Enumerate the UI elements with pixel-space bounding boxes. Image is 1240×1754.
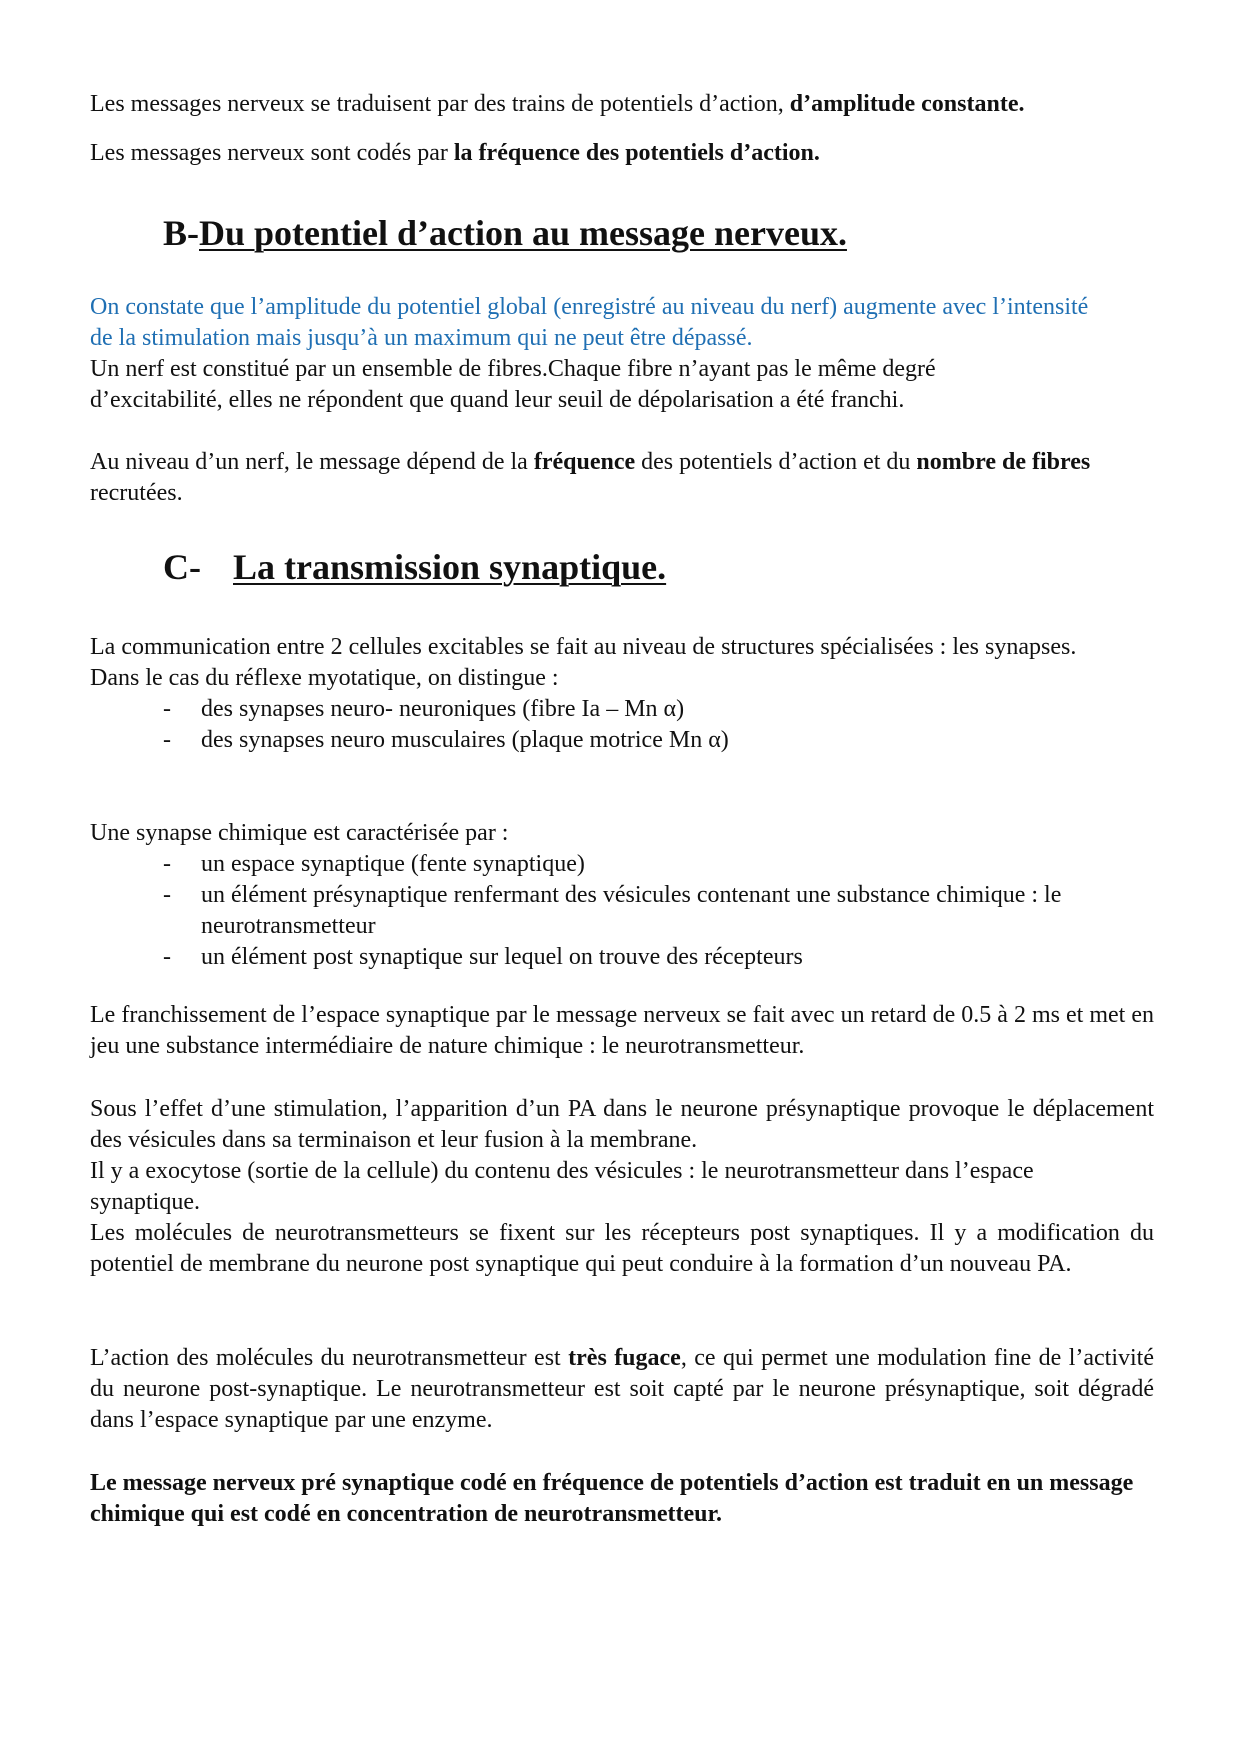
- section-b-p2-e: recrutées.: [90, 480, 183, 506]
- section-b-p1-line-2: d’excitabilité, elles ne répondent que quand leur seuil de dépolarisation a été franchi.: [90, 387, 905, 413]
- intro-paragraph-2: [90, 138, 1158, 169]
- section-c-block-3: [90, 1094, 1154, 1280]
- section-c-paragraph-6: Il y a exocytose (sortie de la cellule) du contenu des vésicules : le neurotransmetteur dans l’espace synaptique.: [90, 1158, 1034, 1215]
- section-b-paragraph-1: [90, 354, 1158, 416]
- list-item: - un élément présynaptique renfermant des vésicules contenant une substance chimique : le neurotransmetteur: [90, 880, 1158, 942]
- section-b-p2-bold-frequence: fréquence: [533, 449, 636, 475]
- section-c-paragraph-4: Le franchissement de l’espace synaptique par le message nerveux se fait avec un retard de 0.5 à 2 ms et met en jeu une substance intermédiaire de nature chimique : le neurotransmetteur.: [90, 1002, 1154, 1059]
- section-c-paragraph-1: La communication entre 2 cellules excitables se fait au niveau de structures spécialisées : les synapses.: [90, 634, 1077, 660]
- section-b-p1-line-1: Un nerf est constitué par un ensemble de fibres.Chaque fibre n’ayant pas le même degré: [90, 356, 936, 382]
- intro-bold-2: la fréquence des potentiels d’action.: [453, 140, 820, 166]
- section-c-p8-bold: très fugace: [568, 1345, 681, 1371]
- list-item: - des synapses neuro- neuroniques (fibre Ia – Mn α): [90, 694, 1158, 725]
- list-item: - des synapses neuro musculaires (plaque motrice Mn α): [90, 725, 1158, 756]
- section-c-paragraph-7: Les molécules de neurotransmetteurs se fixent sur les récepteurs post synaptiques. Il y a modification du potentiel de membrane du neurone post synaptique qui peut conduire à la formation d’un nouveau PA.: [90, 1220, 1154, 1277]
- intro-text-1: Les messages nerveux se traduisent par des trains de potentiels d’action,: [90, 91, 790, 117]
- section-c-paragraph-8: [90, 1343, 1154, 1436]
- intro-text-2: Les messages nerveux sont codés par: [90, 140, 454, 166]
- section-c-heading: [163, 546, 666, 588]
- intro-bold-1: d’amplitude constante.: [789, 91, 1025, 117]
- section-b-paragraph-2: [90, 447, 1158, 509]
- intro-paragraph-1: [90, 89, 1158, 120]
- section-b-prefix: B-: [163, 213, 199, 253]
- section-c-title: La transmission synaptique.: [233, 547, 667, 587]
- section-b-p2-bold-nombre: nombre de fibres: [916, 449, 1091, 475]
- section-c-p8-a: L’action des molécules du neurotransmetteur est: [90, 1345, 569, 1371]
- section-c-prefix: C-: [163, 547, 201, 587]
- section-b-heading: [163, 212, 847, 254]
- section-c-paragraph-5: Sous l’effet d’une stimulation, l’apparition d’un PA dans le neurone présynaptique provoque le déplacement des vésicules dans sa terminaison et leur fusion à la membrane.: [90, 1096, 1154, 1153]
- section-b-title: Du potentiel d’action au message nerveux.: [199, 213, 847, 253]
- list-item: - un élément post synaptique sur lequel on trouve des récepteurs: [90, 942, 1158, 973]
- section-b-p2-a: Au niveau d’un nerf, le message dépend de la: [90, 449, 534, 475]
- section-b-p2-c: des potentiels d’action et du: [635, 449, 917, 475]
- section-c-block-2: [0, 818, 1240, 973]
- section-c-block-1: [0, 632, 1240, 756]
- section-c-conclusion: Le message nerveux pré synaptique codé en fréquence de potentiels d’action est traduit en un message chimique qui est codé en concentration de neurotransmetteur.: [90, 1470, 1134, 1527]
- section-b-highlight: On constate que l’amplitude du potentiel global (enregistré au niveau du nerf) augmente avec l’intensité de la stimulation mais jusqu’à un maximum qui ne peut être dépassé.: [90, 294, 1089, 351]
- section-c-paragraph-2: Dans le cas du réflexe myotatique, on distingue :: [90, 665, 559, 691]
- reflex-synapse-list: [90, 694, 1158, 756]
- list-item: - un espace synaptique (fente synaptique): [90, 849, 1158, 880]
- section-c-paragraph-3: Une synapse chimique est caractérisée par :: [90, 820, 509, 846]
- chemical-synapse-list: [90, 849, 1158, 973]
- section-c-p8-c: , ce qui permet une modulation fine de l’activité du neurone post-synaptique. Le neurotransmetteur est soit capté par le neurone présynaptique, soit dégradé dans l’espace synaptique par une enzyme.: [90, 1345, 1155, 1433]
